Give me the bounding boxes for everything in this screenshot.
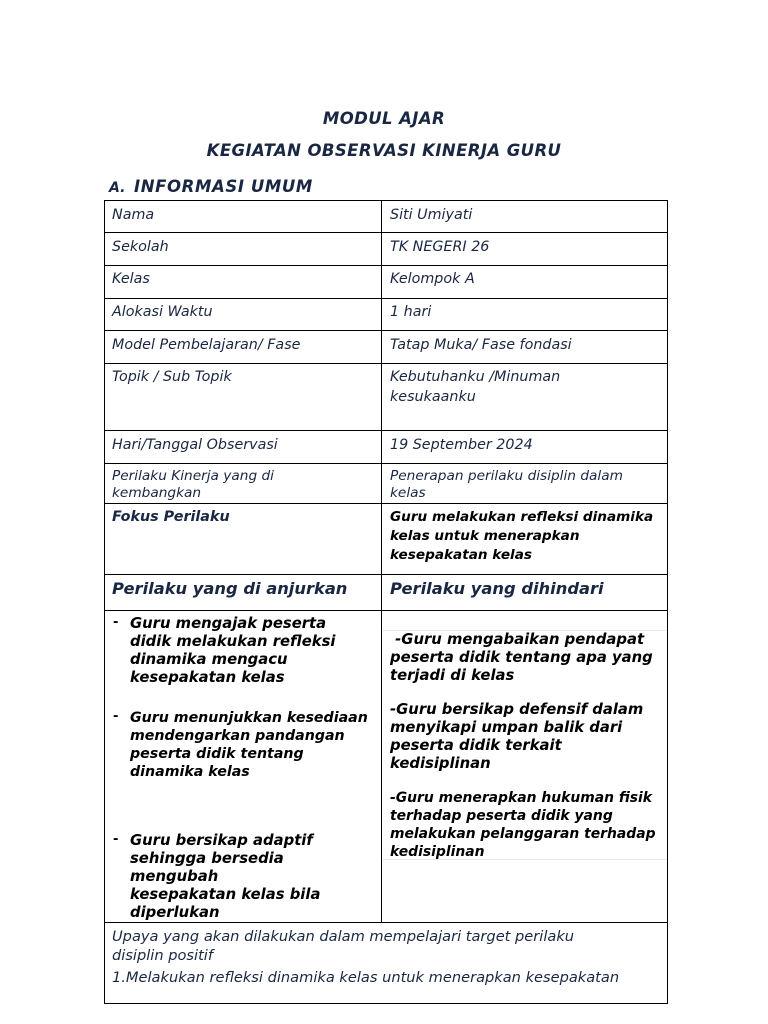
recommended-item-1-line1: Guru mengajak peserta <box>130 615 327 632</box>
recommended-item-1-line3: dinamika mengacu <box>130 651 288 668</box>
label-fokus-perilaku: Fokus Perilaku <box>112 509 230 525</box>
row-line <box>104 430 668 431</box>
row-line <box>104 922 668 923</box>
row-line <box>104 610 668 611</box>
section-name: INFORMASI UMUM <box>134 177 313 196</box>
value-model-pembelajaran: Tatap Muka/ Fase fondasi <box>390 337 572 353</box>
section-heading <box>109 177 313 196</box>
row-line <box>104 363 668 364</box>
avoided-item-3-line1: -Guru menerapkan hukuman fisik <box>390 790 653 806</box>
label-perilaku-kinerja-line2: kembangkan <box>112 485 202 501</box>
avoided-item-1-line1: -Guru mengabaikan pendapat <box>390 631 645 648</box>
row-line <box>104 265 668 266</box>
recommended-item-2-line3: peserta didik tentang <box>130 746 304 762</box>
row-line <box>104 232 668 233</box>
value-alokasi-waktu: 1 hari <box>390 304 432 320</box>
value-perilaku-kinerja-line1: Penerapan perilaku disiplin dalam <box>390 468 623 484</box>
recommended-item-2-line2: mendengarkan pandangan <box>130 728 345 744</box>
document-title: MODUL AJAR <box>322 109 446 128</box>
avoided-item-3-line4: kedisiplinan <box>390 844 485 860</box>
label-sekolah: Sekolah <box>112 239 169 255</box>
avoided-item-2-line3: peserta didik terkait <box>390 737 562 754</box>
recommended-item-3-line2: sehingga bersedia <box>130 850 284 867</box>
label-alokasi-waktu: Alokasi Waktu <box>112 304 213 320</box>
value-hari-tanggal: 19 September 2024 <box>390 437 533 453</box>
header-avoided: Perilaku yang dihindari <box>390 579 604 598</box>
avoided-item-3-line3: melakukan pelanggaran terhadap <box>390 826 656 842</box>
avoided-item-3-line2: terhadap peserta didik yang <box>390 808 613 824</box>
header-recommended: Perilaku yang di anjurkan <box>112 579 348 598</box>
label-nama: Nama <box>112 207 155 223</box>
bullet: - <box>113 832 119 847</box>
footer-line2: disiplin positif <box>112 947 214 964</box>
value-sekolah: TK NEGERI 26 <box>390 239 490 255</box>
row-line <box>104 463 668 464</box>
row-line <box>104 330 668 331</box>
label-perilaku-kinerja-line1: Perilaku Kinerja yang di <box>112 468 274 484</box>
value-fokus-line3: kesepakatan kelas <box>390 547 532 563</box>
recommended-item-2-line4: dinamika kelas <box>130 764 250 780</box>
row-line <box>104 574 668 575</box>
value-topik-line1: Kebutuhanku /Minuman <box>390 369 561 385</box>
recommended-item-3-line5: diperlukan <box>130 904 220 921</box>
column-divider <box>381 200 382 923</box>
value-kelas: Kelompok A <box>390 271 475 287</box>
recommended-item-2-line1: Guru menunjukkan kesediaan <box>130 710 368 726</box>
bullet: - <box>113 709 119 724</box>
label-topik: Topik / Sub Topik <box>112 369 232 385</box>
footer-line3: 1.Melakukan refleksi dinamika kelas untuk menerapkan kesepakatan <box>112 969 620 986</box>
avoided-item-2-line4: kedisiplinan <box>390 755 491 772</box>
bullet: - <box>113 615 119 630</box>
avoided-item-1-line2: peserta didik tentang apa yang <box>390 649 653 666</box>
footer-line1: Upaya yang akan dilakukan dalam mempelajari target perilaku <box>112 928 575 945</box>
recommended-item-3-line3: mengubah <box>130 868 219 885</box>
label-hari-tanggal: Hari/Tanggal Observasi <box>112 437 278 453</box>
avoided-item-2-line2: menyikapi umpan balik dari <box>390 719 623 736</box>
avoided-item-1-line3: terjadi di kelas <box>390 667 515 684</box>
avoided-item-2-line1: -Guru bersikap defensif dalam <box>390 701 644 718</box>
value-fokus-line2: kelas untuk menerapkan <box>390 528 580 544</box>
row-line <box>104 298 668 299</box>
value-nama: Siti Umiyati <box>390 207 473 223</box>
recommended-item-1-line4: kesepakatan kelas <box>130 669 285 686</box>
section-letter: A. <box>109 180 126 196</box>
value-perilaku-kinerja-line2: kelas <box>390 485 426 501</box>
value-topik-line2: kesukaanku <box>390 389 476 405</box>
row-line <box>104 503 668 504</box>
document-subtitle: KEGIATAN OBSERVASI KINERJA GURU <box>206 141 562 160</box>
recommended-item-1-line2: didik melakukan refleksi <box>130 633 336 650</box>
label-kelas: Kelas <box>112 271 150 287</box>
recommended-item-3-line4: kesepakatan kelas bila <box>130 886 321 903</box>
label-model-pembelajaran: Model Pembelajaran/ Fase <box>112 337 301 353</box>
recommended-item-3-line1: Guru bersikap adaptif <box>130 832 313 849</box>
value-fokus-line1: Guru melakukan refleksi dinamika <box>390 509 654 525</box>
